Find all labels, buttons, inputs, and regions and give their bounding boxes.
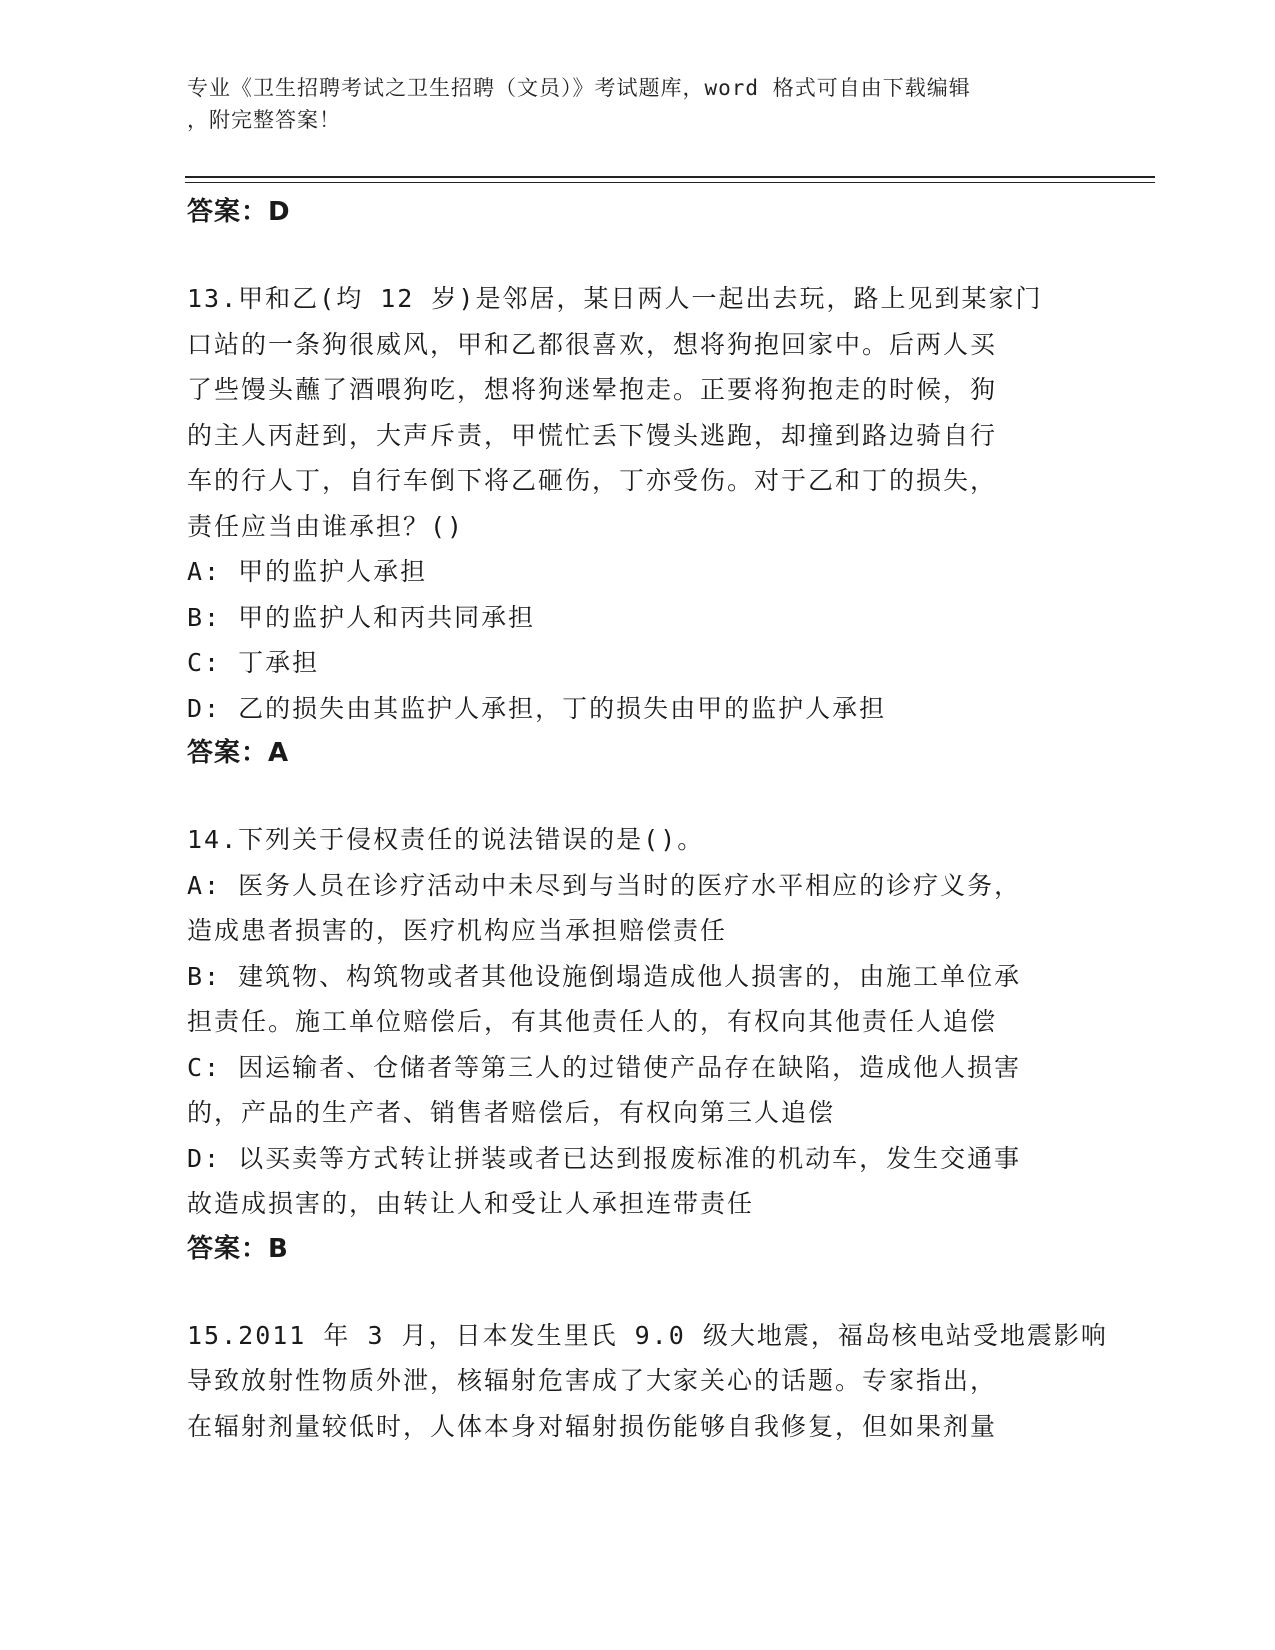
question-13 <box>187 276 1087 731</box>
question-14 <box>187 817 1087 1227</box>
question-14-option-b: B: 建筑物、构筑物或者其他设施倒塌造成他人损害的，由施工单位承 <box>187 961 1022 991</box>
spacer <box>187 775 1087 817</box>
header-rule-thin <box>185 182 1155 183</box>
question-13-line: 车的行人丁，自行车倒下将乙砸伤，丁亦受伤。对于乙和丁的损失， <box>187 466 998 495</box>
question-13-line: 了些馒头蘸了酒喂狗吃，想将狗迷晕抱走。正要将狗抱走的时候，狗 <box>187 375 998 404</box>
header-line-1: 专业《卫生招聘考试之卫生招聘（文员）》考试题库，word 格式可自由下载编辑 <box>187 76 971 100</box>
question-13-option-d: D: 乙的损失由其监护人承担，丁的损失由甲的监护人承担 <box>187 693 887 723</box>
spacer <box>187 234 1087 276</box>
answer-prev: 答案：D <box>187 197 291 227</box>
question-14-option-c: C: 因运输者、仓储者等第三人的过错使产品存在缺陷，造成他人损害 <box>187 1052 1022 1082</box>
question-15-line: 导致放射性物质外泄，核辐射危害成了大家关心的话题。专家指出， <box>187 1366 998 1395</box>
question-13-line: 13.甲和乙(均 12 岁)是邻居，某日两人一起出去玩，路上见到某家门 <box>187 284 1043 313</box>
header-rule <box>185 176 1155 178</box>
question-14-option-a: 造成患者损害的，医疗机构应当承担赔偿责任 <box>187 916 728 945</box>
question-14-option-a: A: 医务人员在诊疗活动中未尽到与当时的医疗水平相应的诊疗义务， <box>187 870 1022 900</box>
question-13-line: 的主人丙赶到，大声斥责，甲慌忙丢下馒头逃跑，却撞到路边骑自行 <box>187 420 998 450</box>
question-14-option-b: 担责任。施工单位赔偿后，有其他责任人的，有权向其他责任人追偿 <box>187 1007 998 1036</box>
question-15-line: 15.2011 年 3 月，日本发生里氏 9.0 级大地震，福岛核电站受地震影响 <box>187 1320 1108 1350</box>
question-13-line: 口站的一条狗很威风，甲和乙都很喜欢，想将狗抱回家中。后两人买 <box>187 329 998 359</box>
question-13-option-c: C: 丁承担 <box>187 648 320 677</box>
question-15 <box>187 1313 1108 1450</box>
question-13-option-b: B: 甲的监护人和丙共同承担 <box>187 602 536 632</box>
page-header <box>187 72 1087 136</box>
question-14-option-c: 的，产品的生产者、销售者赔偿后，有权向第三人追偿 <box>187 1098 836 1127</box>
question-15-line: 在辐射剂量较低时，人体本身对辐射损伤能够自我修复，但如果剂量 <box>187 1411 998 1441</box>
answer-14: 答案：B <box>187 1233 289 1264</box>
question-13-option-a: A: 甲的监护人承担 <box>187 557 428 586</box>
answer-13: 答案：A <box>187 738 290 768</box>
spacer <box>187 1271 1087 1313</box>
question-13-line: 责任应当由谁承担？() <box>187 511 465 541</box>
question-14-option-d: 故造成损害的，由转让人和受让人承担连带责任 <box>187 1189 755 1218</box>
document-body <box>187 190 1108 1449</box>
header-line-2: ，附完整答案！ <box>187 108 341 132</box>
question-14-line: 14.下列关于侵权责任的说法错误的是()。 <box>187 825 705 854</box>
question-14-option-d: D: 以买卖等方式转让拼装或者已达到报废标准的机动车，发生交通事 <box>187 1143 1022 1173</box>
